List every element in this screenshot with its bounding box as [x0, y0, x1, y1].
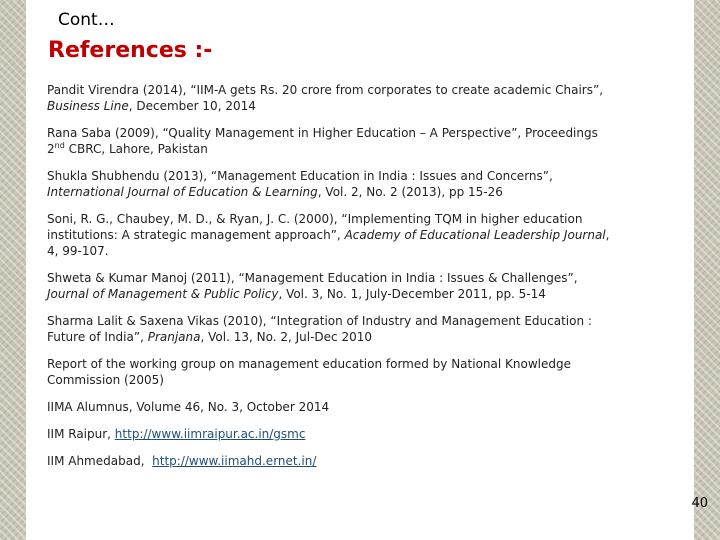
reference-line [47, 426, 632, 442]
reference-line: Shukla Shubhendu (2013), “Management Education in India : Issues and Concerns”, [47, 169, 553, 183]
reference-line [47, 329, 632, 345]
reference-line [47, 227, 632, 243]
reference-line: Pandit Virendra (2014), “IIM-A gets Rs. 20 crore from corporates to create academic Chairs”, [47, 83, 604, 97]
reference-text: , Vol. 3, No. 1, July-December 2011, pp. 5-14 [278, 287, 546, 301]
reference-line: IIMA Alumnus, Volume 46, No. 3, October 2014 [47, 400, 330, 414]
reference-line [47, 184, 632, 200]
reference-line: Commission (2005) [47, 373, 164, 387]
reference-line: Shweta & Kumar Manoj (2011), “Management Education in India : Issues & Challenges”, [47, 271, 578, 285]
reference-text: , Vol. 2, No. 2 (2013), pp 15-26 [317, 185, 503, 199]
reference-line: Rana Saba (2009), “Quality Management in Higher Education – A Perspective”, Proceedings [47, 126, 598, 140]
reference-text: , Vol. 13, No. 2, Jul-Dec 2010 [200, 330, 372, 344]
reference-item [47, 82, 632, 114]
reference-item [47, 125, 632, 157]
reference-text: Future of India”, [47, 330, 148, 344]
reference-item [47, 168, 632, 200]
reference-text: , December 10, 2014 [128, 99, 256, 113]
reference-line [47, 453, 632, 469]
journal-title: International Journal of Education & Learning [47, 185, 318, 199]
reference-item [47, 211, 632, 259]
iim-raipur-link[interactable]: http://www.iimraipur.ac.in/gsmc [114, 427, 306, 441]
page-title: References :- [48, 38, 213, 63]
reference-item [47, 356, 632, 388]
reference-line [47, 98, 632, 114]
journal-title: Academy of Educational Leadership Journal [344, 228, 606, 242]
page-number: 40 [691, 496, 708, 511]
journal-title: Journal of Management & Public Policy [47, 287, 279, 301]
reference-text: IIM Ahmedabad, [47, 454, 153, 468]
reference-item [47, 426, 632, 442]
reference-text: , [605, 228, 610, 242]
reference-item [47, 399, 632, 415]
iim-ahmedabad-link[interactable]: http://www.iimahd.ernet.in/ [152, 454, 317, 468]
journal-title: Business Line [47, 99, 129, 113]
reference-text: institutions: A strategic management approach”, [47, 228, 345, 242]
reference-line: Soni, R. G., Chaubey, M. D., & Ryan, J. C. (2000), “Implementing TQM in higher education [47, 212, 583, 226]
references-list [47, 82, 632, 469]
reference-line: Report of the working group on management education formed by National Knowledge [47, 357, 571, 371]
reference-line: Sharma Lalit & Saxena Vikas (2010), “Integration of Industry and Management Education : [47, 314, 592, 328]
reference-text: CBRC, Lahore, Pakistan [64, 142, 208, 156]
left-border-pattern [0, 0, 26, 540]
reference-text: 2 [47, 142, 55, 156]
continuation-label: Cont… [58, 10, 115, 30]
reference-text: IIM Raipur, [47, 427, 115, 441]
reference-line: 4, 99-107. [47, 244, 109, 258]
reference-item [47, 453, 632, 469]
reference-item [47, 313, 632, 345]
reference-item [47, 270, 632, 302]
right-border-pattern [694, 0, 720, 540]
reference-line [47, 286, 632, 302]
journal-title: Pranjana [147, 330, 201, 344]
reference-line [47, 141, 632, 157]
ordinal-suffix: nd [54, 141, 65, 150]
